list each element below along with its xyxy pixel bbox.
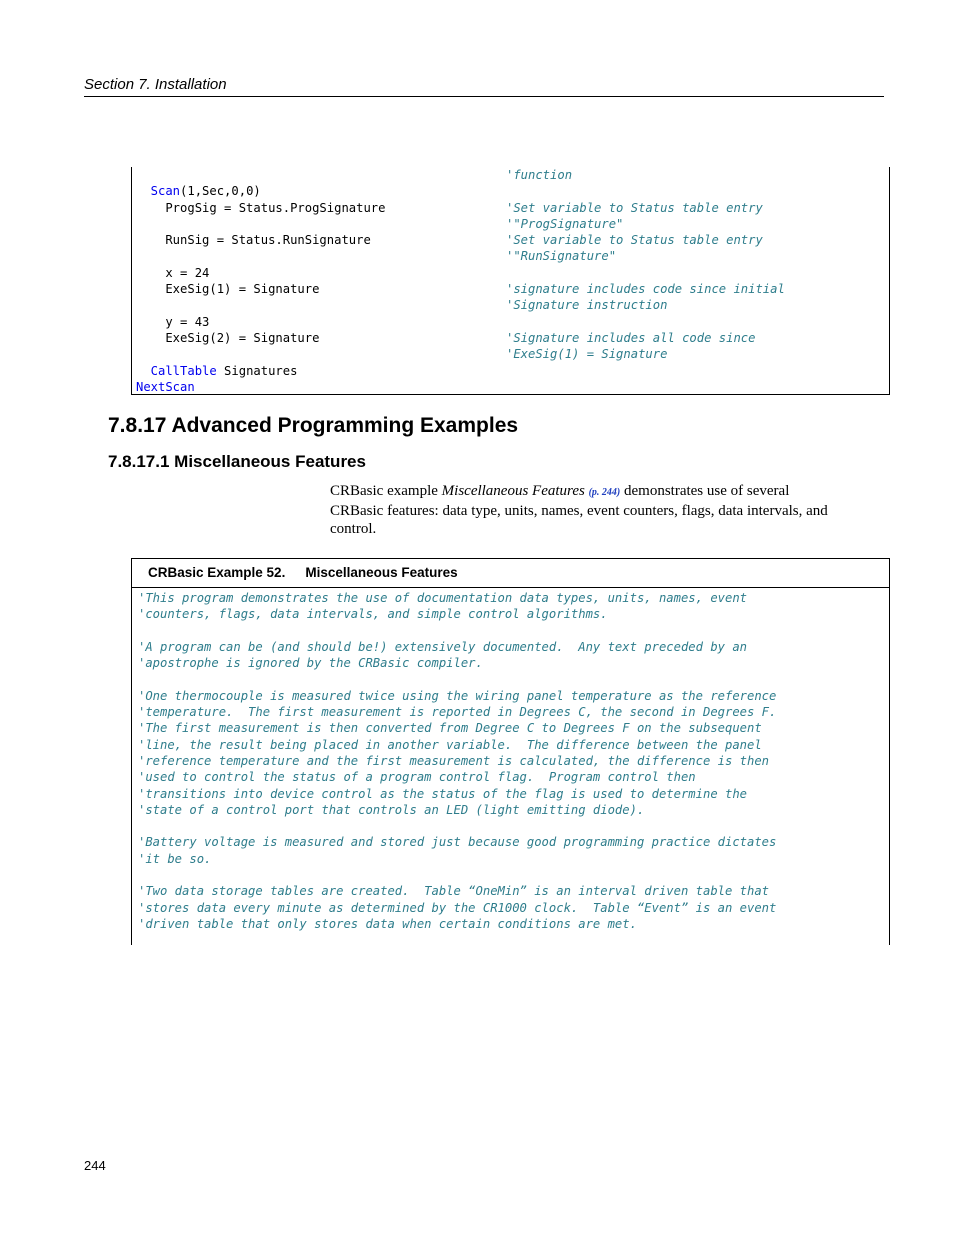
section-heading: 7.8.17 Advanced Programming Examples [108, 414, 519, 437]
code-comment: 'it be so. [138, 851, 212, 866]
code-column-comments [506, 167, 785, 395]
code-keyword: CallTable [136, 363, 217, 378]
subsection-heading: 7.8.17.1 Miscellaneous Features [108, 452, 366, 471]
code-text: x = 24 [136, 265, 210, 280]
code-line [136, 346, 385, 362]
code-comment: '"RunSignature" [506, 249, 617, 264]
code-comment [138, 623, 776, 639]
code-comment: 'apostrophe is ignored by the CRBasic compiler. [138, 656, 483, 671]
code-comment [506, 314, 785, 330]
code-comment: 'Two data storage tables are created. Table “OneMin” is an interval driven table that [138, 884, 770, 899]
code-text: ProgSig = Status.ProgSignature [136, 200, 386, 215]
code-comment: 'reference temperature and the first measurement is calculated, the difference is then [138, 753, 770, 768]
para-text-end: demonstrates use of several CRBasic features: data type, units, names, event counters, flags, data intervals, and control. [330, 483, 828, 537]
code-line [136, 297, 385, 313]
code-text: y = 43 [136, 314, 210, 329]
code-comment: 'ExeSig(1) = Signature [506, 347, 668, 362]
code-text: RunSig = Status.RunSignature [136, 233, 371, 248]
code-line [136, 281, 385, 297]
code-comment: 'driven table that only stores data when certain conditions are met. [138, 916, 637, 931]
code-comment: 'Signature includes all code since [506, 330, 756, 345]
intro-paragraph [330, 482, 830, 538]
code-comment: 'Set variable to Status table entry [506, 233, 763, 248]
code-comment: 'counters, flags, data intervals, and simple control algorithms. [138, 607, 608, 622]
code-line [136, 379, 385, 395]
code-column-left [136, 167, 385, 395]
example-title-ref: Miscellaneous Features [441, 483, 585, 499]
code-line [136, 216, 385, 232]
code-comment: 'signature includes code since initial [506, 282, 785, 297]
code-line [136, 232, 385, 248]
code-comment: 'One thermocouple is measured twice using the wiring panel temperature as the reference [138, 688, 777, 703]
example-title: Miscellaneous Features [305, 565, 458, 580]
code-text: Signatures [216, 363, 298, 378]
page-number: 244 [84, 1158, 106, 1173]
code-comment: 'state of a control port that controls an LED (light emitting diode). [138, 802, 645, 817]
code-comment: 'Set variable to Status table entry [506, 200, 763, 215]
example-code [138, 590, 776, 932]
page-ref-link[interactable]: (p. 244) [588, 487, 621, 498]
example-caption [132, 559, 889, 588]
code-keyword: NextScan [136, 379, 195, 394]
code-line [136, 183, 385, 199]
code-comment: 'function [506, 168, 573, 182]
code-comment: 'The first measurement is then converted from Degree C to Degrees F on the subsequent [138, 721, 762, 736]
code-comment [138, 867, 776, 883]
code-comment: 'Signature instruction [506, 298, 668, 313]
code-comment: 'stores data every minute as determined by the CR1000 clock. Table “Event” is an event [138, 900, 777, 915]
code-example-box [131, 558, 890, 945]
code-line [136, 330, 385, 346]
code-line [136, 363, 385, 379]
code-box-signatures [131, 167, 890, 395]
code-line [136, 167, 385, 183]
code-comment [506, 265, 785, 281]
code-comment [506, 363, 785, 379]
code-text: (1,Sec,0,0) [180, 184, 261, 199]
code-comment: 'used to control the status of a program control flag. Program control then [138, 770, 696, 785]
code-comment [506, 183, 785, 199]
code-comment [138, 818, 776, 834]
code-comment: 'line, the result being placed in another variable. The difference between the panel [138, 737, 762, 752]
code-line [136, 200, 385, 216]
code-comment: 'temperature. The first measurement is reported in Degrees C, the second in Degrees F. [138, 705, 777, 720]
section-label: Section 7. Installation [84, 76, 227, 93]
code-comment: 'This program demonstrates the use of documentation data types, units, names, event [138, 591, 748, 605]
code-text: ExeSig(2) = Signature [136, 330, 320, 345]
code-line [136, 314, 385, 330]
code-line [136, 248, 385, 264]
code-text: ExeSig(1) = Signature [136, 282, 320, 297]
code-comment [138, 671, 776, 687]
code-comment [506, 379, 785, 395]
example-label: CRBasic Example 52. [148, 565, 286, 580]
code-comment: 'Battery voltage is measured and stored just because good programming practice dictates [138, 835, 777, 850]
code-keyword: Scan [136, 184, 181, 199]
code-line [136, 265, 385, 281]
code-comment: '"ProgSignature" [506, 216, 624, 231]
code-comment: 'A program can be (and should be!) extensively documented. Any text preceded by an [138, 639, 748, 654]
code-comment: 'transitions into device control as the status of the flag is used to determine the [138, 786, 748, 801]
running-header [84, 76, 884, 97]
para-text-start: CRBasic example [330, 483, 442, 499]
